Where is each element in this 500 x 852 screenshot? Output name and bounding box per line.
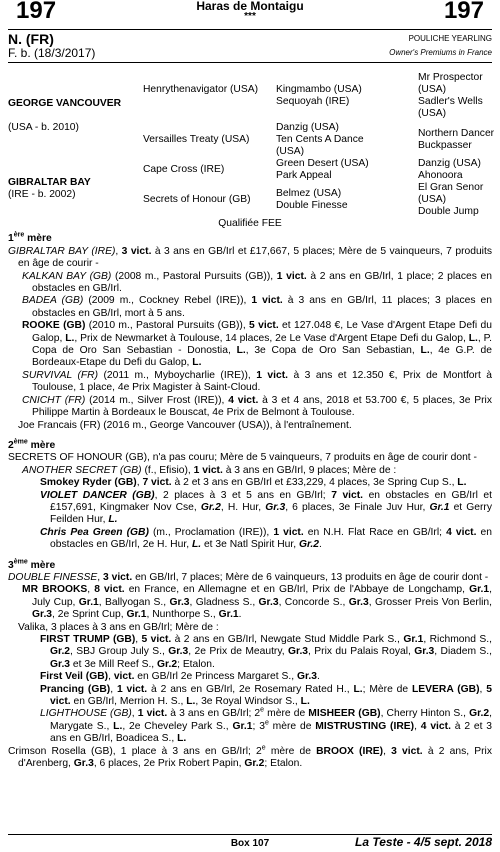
pedigree-gen4-7: El Gran Senor (USA)	[418, 182, 484, 205]
haras-name: Haras de Montaigu	[196, 0, 304, 13]
pedigree-gen2-2: Versailles Treaty (USA)	[143, 134, 250, 145]
produce-item: First Veil (GB), vict. en GB/Irl 2e Princess Margaret S., Gr.3.	[40, 671, 320, 683]
produce-item: Joe Francais (FR) (2016 m., George Vancouver (USA)), à l'entraînement.	[18, 419, 352, 431]
pedigree-gen2-4: Secrets of Honour (GB)	[143, 194, 251, 205]
qualification: Qualifiée FEE	[218, 218, 282, 229]
third-dam-record: DOUBLE FINESSE, 3 vict. en GB/Irl, 7 places; Mère de 6 vainqueurs, 13 produits en âge de courir dont -	[8, 571, 489, 583]
produce-item: ROOKE (GB) (2010 m., Pastoral Pursuits (GB)), 5 vict. et 127.048 €, Le Vase d'Argent Etape Defi du Galop, L., Prix de Newmarket à Toulouse, 14 places, 2e Le Vase d'Argent Etape Defi du Galop, L., P. Copa de Oro San Sebastian - Donostia, L., 3e Copa de Oro San Sebastian, L., 4e G.P. de Bordeaux-Etape du Defi du Galop, L.	[22, 320, 493, 369]
box-number: Box 107	[230, 838, 270, 849]
produce-item: VIOLET DANCER (GB), 2 places à 3 et 5 ans en GB/Irl; 7 vict. en obstacles en GB/Irl et £157,691, Kingmaker Nov Cse, Gr.2, H. Hur, Gr.3, 6 places, 3e Finale Juv Hur, Gr.1 et Gerry Feilden Hur, L.	[40, 489, 492, 526]
lot-number-left: 197	[16, 0, 57, 24]
horse-description: F. b. (18/3/2017)	[8, 46, 96, 60]
horse-name: N. (FR)	[8, 31, 54, 47]
pedigree-dam: GIBRALTAR BAY	[8, 177, 91, 188]
pedigree-gen3-7: Belmez (USA)	[276, 188, 342, 199]
produce-item: Crimson Rosella (GB), 1 place à 3 ans en GB/Irl; 2e mère de BROOX (IRE), 3 vict. à 2 ans, Prix d'Arenberg, Gr.3, 6 places, 2e Prix Robert Papin, Gr.2; Etalon.	[8, 744, 492, 770]
sale-category: POULICHE YEARLING	[408, 34, 492, 43]
pedigree-gen4-1: Mr Prospector (USA)	[418, 72, 483, 95]
pedigree-gen4-8: Double Jump	[418, 206, 479, 217]
lot-number-right: 197	[443, 0, 484, 24]
produce-item: Chris Pea Green (GB) (m., Proclamation (IRE)), 1 vict. en N.H. Flat Race en GB/Irl; 4 vict. en obstacles en GB/Irl, 2e H. Hur, L. et 3e Natl Spirit Hur, Gr.2.	[40, 526, 492, 551]
horse-identity	[8, 32, 492, 60]
produce-item: SURVIVAL (FR) (2011 m., Myboycharlie (IRE)), 1 vict. à 3 ans et 12.350 €, Prix de Montfort à Toulouse, 1 place, 4e Prix Magister à Saint-Cloud.	[22, 369, 493, 394]
owner-premium: Owner's Premiums in France	[389, 48, 492, 57]
produce-record	[8, 233, 492, 770]
pedigree-gen4-5: Danzig (USA)	[418, 158, 481, 169]
pedigree-gen3-3: Danzig (USA)	[276, 122, 339, 133]
pedigree-gen2-3: Cape Cross (IRE)	[143, 164, 225, 175]
pedigree-sire-info: (USA - b. 2010)	[8, 122, 79, 133]
pedigree-gen4-3: Northern Dancer	[418, 128, 495, 139]
sale-place-date: La Teste - 4/5 sept. 2018	[355, 835, 492, 849]
page-footer	[8, 834, 492, 852]
first-dam-title: 1ère mère	[8, 231, 52, 245]
produce-item: Valika, 3 places à 3 ans en GB/Irl; Mère de :	[18, 621, 219, 633]
pedigree-gen4-6: Ahonoora	[418, 170, 463, 181]
identity-divider	[8, 62, 492, 63]
produce-item: CNICHT (FR) (2014 m., Silver Frost (IRE)), 4 vict. à 3 et 4 ans, 2018 et 53.700 €, 5 places, 3e Prix Philippe Martin à Bordeaux le Bouscat, 4e Prix de Belmont à Toulouse.	[22, 394, 492, 419]
produce-item: ANOTHER SECRET (GB) (f., Efisio), 1 vict. à 3 ans en GB/Irl, 9 places; Mère de :	[22, 464, 397, 476]
pedigree-gen3-2: Sequoyah (IRE)	[276, 96, 350, 107]
pedigree-dam-info: (IRE - b. 2002)	[8, 189, 76, 200]
pedigree-gen4-4: Buckpasser	[418, 140, 472, 151]
produce-item: FIRST TRUMP (GB), 5 vict. à 2 ans en GB/Irl, Newgate Stud Middle Park S., Gr.1, Richmond S., Gr.2, SBJ Group July S., Gr.3, 2e Prix de Meautry, Gr.3, Prix du Palais Royal, Gr.3, Diadem S., Gr.3 et 3e Mill Reef S., Gr.2; Etalon.	[40, 634, 492, 670]
produce-item: LIGHTHOUSE (GB), 1 vict. à 3 ans en GB/Irl; 2e mère de MISHEER (GB), Cherry Hinton S., Gr.2, Marygate S., L., 2e Cheveley Park S., Gr.1; 3e mère de MISTRUSTING (IRE), 4 vict. à 2 et 3 ans en GB/Irl, Boadicea S., L.	[40, 707, 493, 745]
first-dam-record: GIBRALTAR BAY (IRE), 3 vict. à 3 ans en GB/Irl et £17,667, 5 places; Mère de 5 vainqueurs, 7 produits en âge de courir -	[8, 245, 492, 270]
pedigree-gen3-5: Green Desert (USA)	[276, 158, 369, 169]
pedigree-gen3-8: Double Finesse	[276, 200, 348, 211]
pedigree-table	[8, 66, 495, 217]
pedigree-gen4-2: Sadler's Wells (USA)	[418, 96, 483, 119]
pedigree-gen2-1: Henrythenavigator (USA)	[143, 84, 259, 95]
pedigree-gen3-6: Park Appeal	[276, 170, 332, 181]
produce-item: Smokey Ryder (GB), 7 vict. à 2 et 3 ans en GB/Irl et £33,229, 4 places, 3e Spring Cup S., L.	[40, 477, 467, 489]
pedigree-sire: GEORGE VANCOUVER	[8, 98, 122, 109]
header-divider	[8, 29, 492, 30]
produce-item: Prancing (GB), 1 vict. à 2 ans en GB/Irl, 2e Rosemary Rated H., L.; Mère de LEVERA (GB), 5 vict. en GB/Irl, Merrion H. S., L., 3e Royal Windsor S., L.	[40, 683, 492, 708]
pedigree-gen3-4: Ten Cents A Dance (USA)	[276, 134, 364, 157]
produce-item: KALKAN BAY (GB) (2008 m., Pastoral Pursuits (GB)), 1 vict. à 2 ans en GB/Irl, 1 place; 2 places en obstacles en GB/Irl.	[22, 270, 492, 295]
second-dam-title: 2ème mère	[8, 438, 56, 451]
pedigree-gen3-1: Kingmambo (USA)	[276, 84, 362, 95]
second-dam-record: SECRETS OF HONOUR (GB), n'a pas couru; Mère de 5 vainqueurs, 7 produits en âge de courir dont -	[8, 452, 477, 464]
produce-item: BADEA (GB) (2009 m., Cockney Rebel (IRE)), 1 vict. à 3 ans en GB/Irl, 11 places; 3 places en obstacles en GB/Irl, mort à 5 ans.	[22, 295, 493, 319]
produce-item: MR BROOKS, 8 vict. en France, en Allemagne et en GB/Irl, Prix de l'Abbaye de Longchamp, Gr.1, July Cup, Gr.1, Ballyogan S., Gr.3, Gladness S., Gr.3, Concorde S., Gr.3, Grosser Preis Von Berlin, Gr.3, 2e Sprint Cup, Gr.1, Nunthorpe S., Gr.1.	[22, 584, 492, 621]
rating-stars: ***	[244, 11, 256, 22]
third-dam-title: 3ème mère	[8, 558, 56, 571]
